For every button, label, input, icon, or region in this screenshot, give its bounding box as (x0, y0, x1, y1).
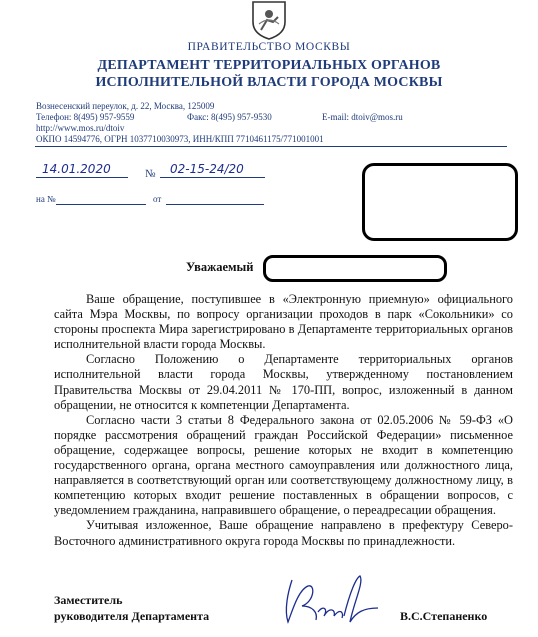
department-title-line2: ИСПОЛНИТЕЛЬНОЙ ВЛАСТИ ГОРОДА МОСКВЫ (95, 75, 443, 90)
letter-body (54, 292, 513, 549)
address: Вознесенский переулок, д. 22, Москва, 125009 (36, 101, 215, 111)
registry-codes: ОКПО 14594776, ОГРН 1037710030973, ИНН/КПП 7710461175/771001001 (36, 134, 324, 144)
number-line (160, 177, 265, 178)
signer-position (54, 592, 209, 624)
handwritten-signature (278, 572, 388, 632)
reply-from-label: от (153, 194, 162, 204)
signer-position-line2: руководителя Департамента (54, 609, 210, 623)
redacted-recipient-name (263, 255, 447, 282)
paragraph-4: Учитывая изложенное, Ваше обращение направлено в префектуру Северо-Восточного административного округа города Москвы по принадлежности. (54, 518, 513, 548)
paragraph-3: Согласно части 3 статьи 8 Федерального закона от 02.05.2006 № 59-ФЗ «О порядке рассмотрения обращений граждан Российской Федерации» письменное обращение, содержащее вопросы, решение которых не входит в компетенцию государственного органа, органа местного самоуправления или должностного лица, направляется в соответствующий орган или соответствующему должностному лицу, в компетенцию которых входит решение поставленных в обращении вопросов, с уведомлением гражданина, направившего обращение, о переадресации обращения. (54, 412, 513, 518)
reply-to-label: на № (36, 194, 56, 204)
phone: Телефон: 8(495) 957-9559 (36, 112, 135, 122)
reply-date-line (166, 204, 264, 205)
department-title-line1: ДЕПАРТАМЕНТ ТЕРРИТОРИАЛЬНЫХ ОРГАНОВ (97, 58, 441, 73)
signer-position-line1: Заместитель (54, 593, 123, 607)
moscow-coat-of-arms-icon (247, 0, 291, 40)
registration-number: 02-15-24/20 (170, 162, 244, 176)
registration-date: 14.01.2020 (42, 162, 111, 176)
government-title: ПРАВИТЕЛЬСТВО МОСКВЫ (187, 41, 351, 53)
redacted-address-block (362, 163, 518, 241)
fax: Факс: 8(495) 957-9530 (187, 112, 272, 122)
paragraph-2: Согласно Положению о Департаменте территориальных органов исполнительной власти города Москвы, утвержденному постановлением Правительства Москвы от 29.04.2011 № 170-ПП, вопрос, изложенный в данном обращении, не относится к компетенции Департамента. (54, 352, 513, 412)
letterhead-divider (35, 146, 507, 147)
reply-number-line (56, 204, 146, 205)
email: E-mail: dtoiv@mos.ru (322, 112, 403, 122)
date-line (36, 177, 128, 178)
greeting: Уважаемый (186, 260, 254, 274)
website: http://www.mos.ru/dtoiv (36, 123, 125, 133)
paragraph-1: Ваше обращение, поступившее в «Электронную приемную» официального сайта Мэра Москвы, по вопросу организации проходов в парк «Сокольники» со стороны проспекта Мира зарегистрировано в Департаменте территориальных органов исполнительной власти города Москвы. (54, 292, 513, 352)
signer-name: В.С.Степаненко (400, 609, 488, 623)
number-sign: № (145, 168, 156, 180)
